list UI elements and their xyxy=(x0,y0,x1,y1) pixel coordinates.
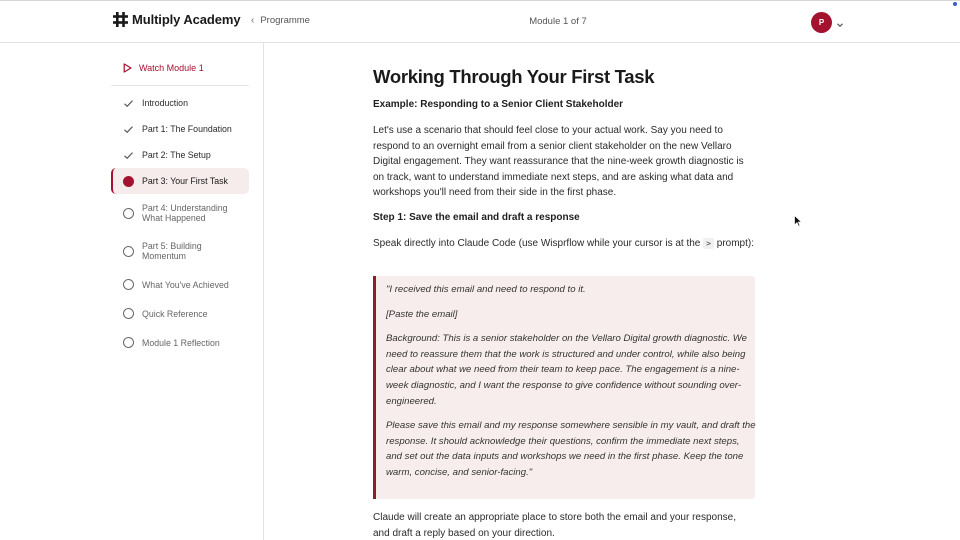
sidebar-item-part-1[interactable] xyxy=(111,116,249,142)
circle-icon xyxy=(123,279,134,290)
sidebar-item-part-2[interactable] xyxy=(111,142,249,168)
circle-icon xyxy=(123,208,134,219)
quote-line: [Paste the email] xyxy=(386,308,458,320)
quote-line: Background: This is a senior stakeholder on the Vellaro Digital growth diagnostic. We need to reassure them that the work is structured and under control, while also being clear about what we need from their team to keep pace. The engagement is a nine-week diagnostic, and I want the response to give confidence without sounding over-engineered. xyxy=(386,333,748,407)
sidebar xyxy=(0,43,264,540)
sidebar-item-part-4[interactable] xyxy=(111,194,249,232)
sidebar-item-label: What You've Achieved xyxy=(142,279,229,290)
avatar[interactable]: P xyxy=(811,12,832,33)
intro-paragraph: Let's use a scenario that should feel close to your actual work. Say you need to respond to an overnight email from a senior client stakeholder on the new Vellaro Digital engagement. They want reassurance that the nine-week growth diagnostic is on track, want to understand immediate next steps, and are asking what data and workshops you'll need from their side in the first phase. xyxy=(373,125,744,199)
sidebar-item-label: Part 4: Understanding What Happened xyxy=(142,202,228,223)
page-title: Working Through Your First Task xyxy=(373,66,655,87)
sidebar-item-label: Part 2: The Setup xyxy=(142,150,211,160)
check-icon xyxy=(123,124,134,135)
sidebar-item-quick-reference[interactable] xyxy=(111,299,249,328)
sidebar-item-introduction[interactable] xyxy=(111,90,249,116)
check-icon xyxy=(123,98,134,109)
module-nav xyxy=(111,90,249,357)
sidebar-item-label: Part 5: Building Momentum xyxy=(142,240,202,261)
circle-icon xyxy=(123,246,134,257)
sidebar-item-label: Quick Reference xyxy=(142,308,208,319)
sidebar-item-reflection[interactable] xyxy=(111,328,249,357)
mouse-cursor-icon xyxy=(794,214,802,226)
check-icon xyxy=(123,150,134,161)
step-1-text: Speak directly into Claude Code (use Wisprflow while your cursor is at the xyxy=(373,238,701,249)
after-quote-paragraph: Claude will create an appropriate place to store both the email and your response, and draft a reply based on your direction. xyxy=(373,512,736,539)
active-dot-icon xyxy=(123,176,134,187)
top-bar xyxy=(0,0,960,43)
quote-line: Please save this email and my response somewhere sensible in my vault, and draft the response. It should acknowledge their questions, confirm the immediate next steps, and set out the data inputs and workshops we need in the first phase. Keep the tone warm, concise, and senior-facing." xyxy=(386,420,756,478)
sidebar-item-label: Module 1 Reflection xyxy=(142,337,220,348)
back-link-label: Programme xyxy=(260,15,310,26)
sidebar-item-part-3[interactable] xyxy=(111,168,249,194)
step-1-paragraph xyxy=(373,236,755,252)
sidebar-item-label: Part 3: Your First Task xyxy=(142,176,228,186)
sidebar-item-label: Part 1: The Foundation xyxy=(142,124,232,134)
notification-dot xyxy=(953,2,957,6)
brand-name: Multiply Academy xyxy=(132,12,241,27)
example-heading: Example: Responding to a Senior Client Stakeholder xyxy=(373,99,624,110)
step-1-heading: Step 1: Save the email and draft a response xyxy=(373,212,580,223)
quote-line: "I received this email and need to respond to it. xyxy=(386,284,586,295)
sidebar-item-part-5[interactable] xyxy=(111,232,249,270)
watch-module-label: Watch Module 1 xyxy=(139,63,204,73)
module-counter: Module 1 of 7 xyxy=(529,16,587,27)
divider xyxy=(111,85,249,86)
step-1-text-end: prompt): xyxy=(716,238,754,249)
prompt-blockquote xyxy=(373,276,755,499)
sidebar-item-label: Introduction xyxy=(142,98,188,108)
chevron-left-icon: ‹ xyxy=(251,15,255,26)
circle-icon xyxy=(123,308,134,319)
chevron-down-icon[interactable] xyxy=(836,16,844,24)
prompt-code: > xyxy=(703,238,714,249)
play-icon xyxy=(123,63,132,73)
circle-icon xyxy=(123,337,134,348)
sidebar-item-achieved[interactable] xyxy=(111,270,249,299)
watch-module-button[interactable] xyxy=(123,63,204,73)
